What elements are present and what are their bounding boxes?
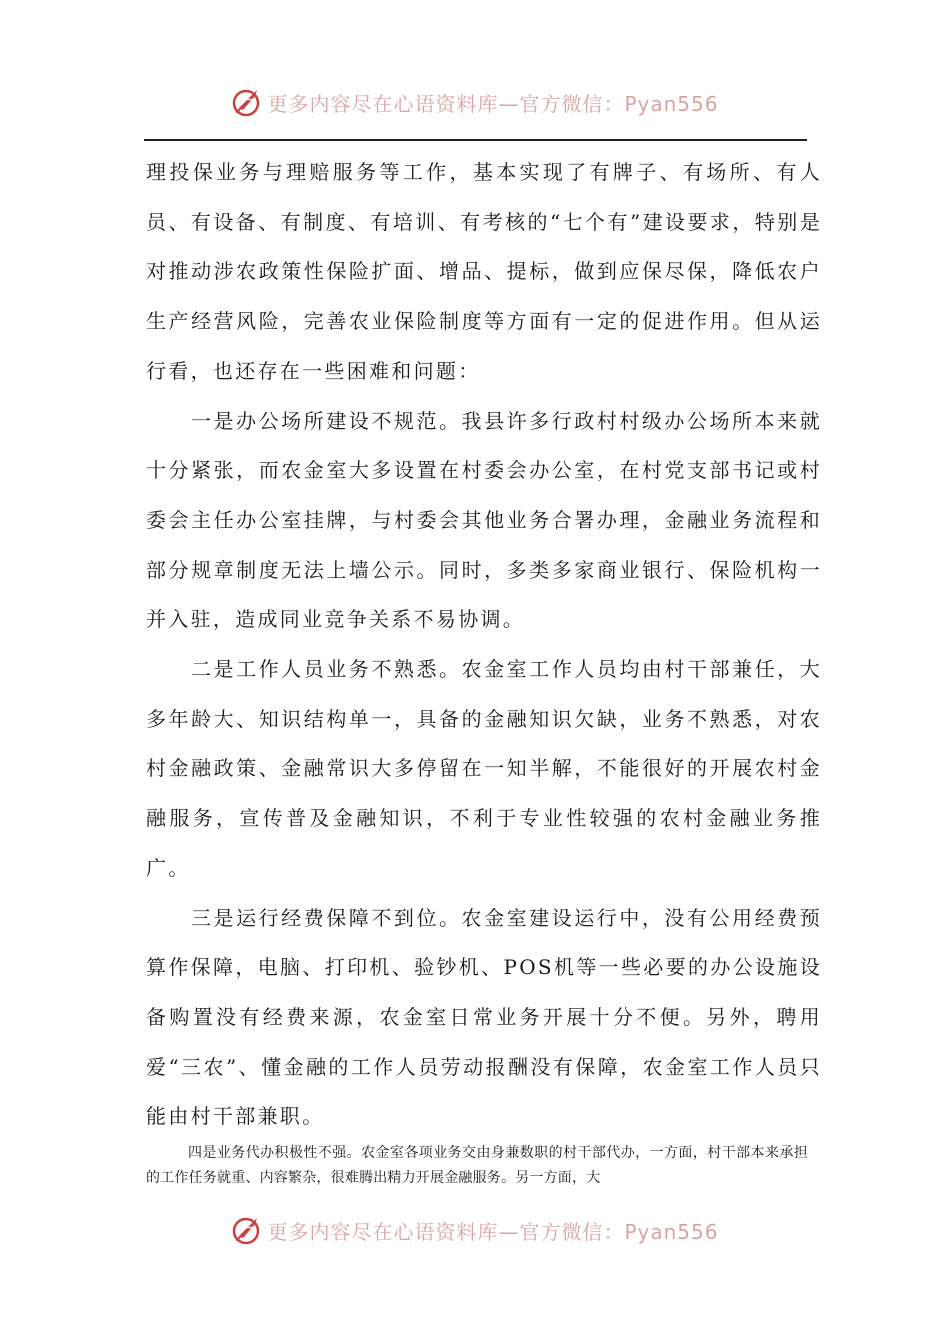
footer-banner-text: 更多内容尽在心语资料库—官方微信：Pyan556 xyxy=(267,1219,719,1244)
paragraph-continuation: 理投保业务与理赔服务等工作，基本实现了有牌子、有场所、有人员、有设备、有制度、有培训、有考核的“七个有”建设要求，特别是对推动涉农政策性保险扩面、增品、提标，做到应保尽保，降低农户生产经营风险，完善农业保险制度等方面有一定的促进作用。但从运行看，也还存在一些困难和问题： xyxy=(146,160,822,383)
document-body xyxy=(146,148,822,1142)
paragraph-point-three: 三是运行经费保障不到位。农金室建设运行中，没有公用经费预算作保障，电脑、打印机、验钞机、POS机等一些必要的办公设施设备购置没有经费来源，农金室日常业务开展十分不便。另外，聘用爱“三农”、懂金融的工作人员劳动报酬没有保障，农金室工作人员只能由村干部兼职。 xyxy=(146,905,822,1129)
paragraph-point-two: 二是工作人员业务不熟悉。农金室工作人员均由村干部兼任，大多年龄大、知识结构单一，具备的金融知识欠缺，业务不熟悉，对农村金融政策、金融常识大多停留在一知半解，不能很好的开展农村金融服务，宣传普及金融知识，不利于专业性较强的农村金融业务推广。 xyxy=(146,657,822,880)
pen-circle-logo-icon xyxy=(231,1214,263,1246)
pen-circle-logo-icon xyxy=(231,86,263,118)
header-banner-text: 更多内容尽在心语资料库—官方微信：Pyan556 xyxy=(267,91,719,116)
header-banner xyxy=(0,80,950,124)
header-divider xyxy=(144,139,807,141)
paragraph-point-one: 一是办公场所建设不规范。我县许多行政村村级办公场所本来就十分紧张，而农金室大多设置在村委会办公室，在村党支部书记或村委会主任办公室挂牌，与村委会其他业务合署办理，金融业务流程和部分规章制度无法上墙公示。同时，多类多家商业银行、保险机构一并入驻，造成同业竞争关系不易协调。 xyxy=(146,408,822,632)
footer-banner xyxy=(0,1208,950,1252)
paragraph-point-four: 四是业务代办积极性不强。农金室各项业务交由身兼数职的村干部代办，一方面，村干部本来承担的工作任务就重、内容繁杂，很难腾出精力开展金融服务。另一方面，大 xyxy=(146,1145,808,1186)
document-small-section xyxy=(146,1141,808,1191)
